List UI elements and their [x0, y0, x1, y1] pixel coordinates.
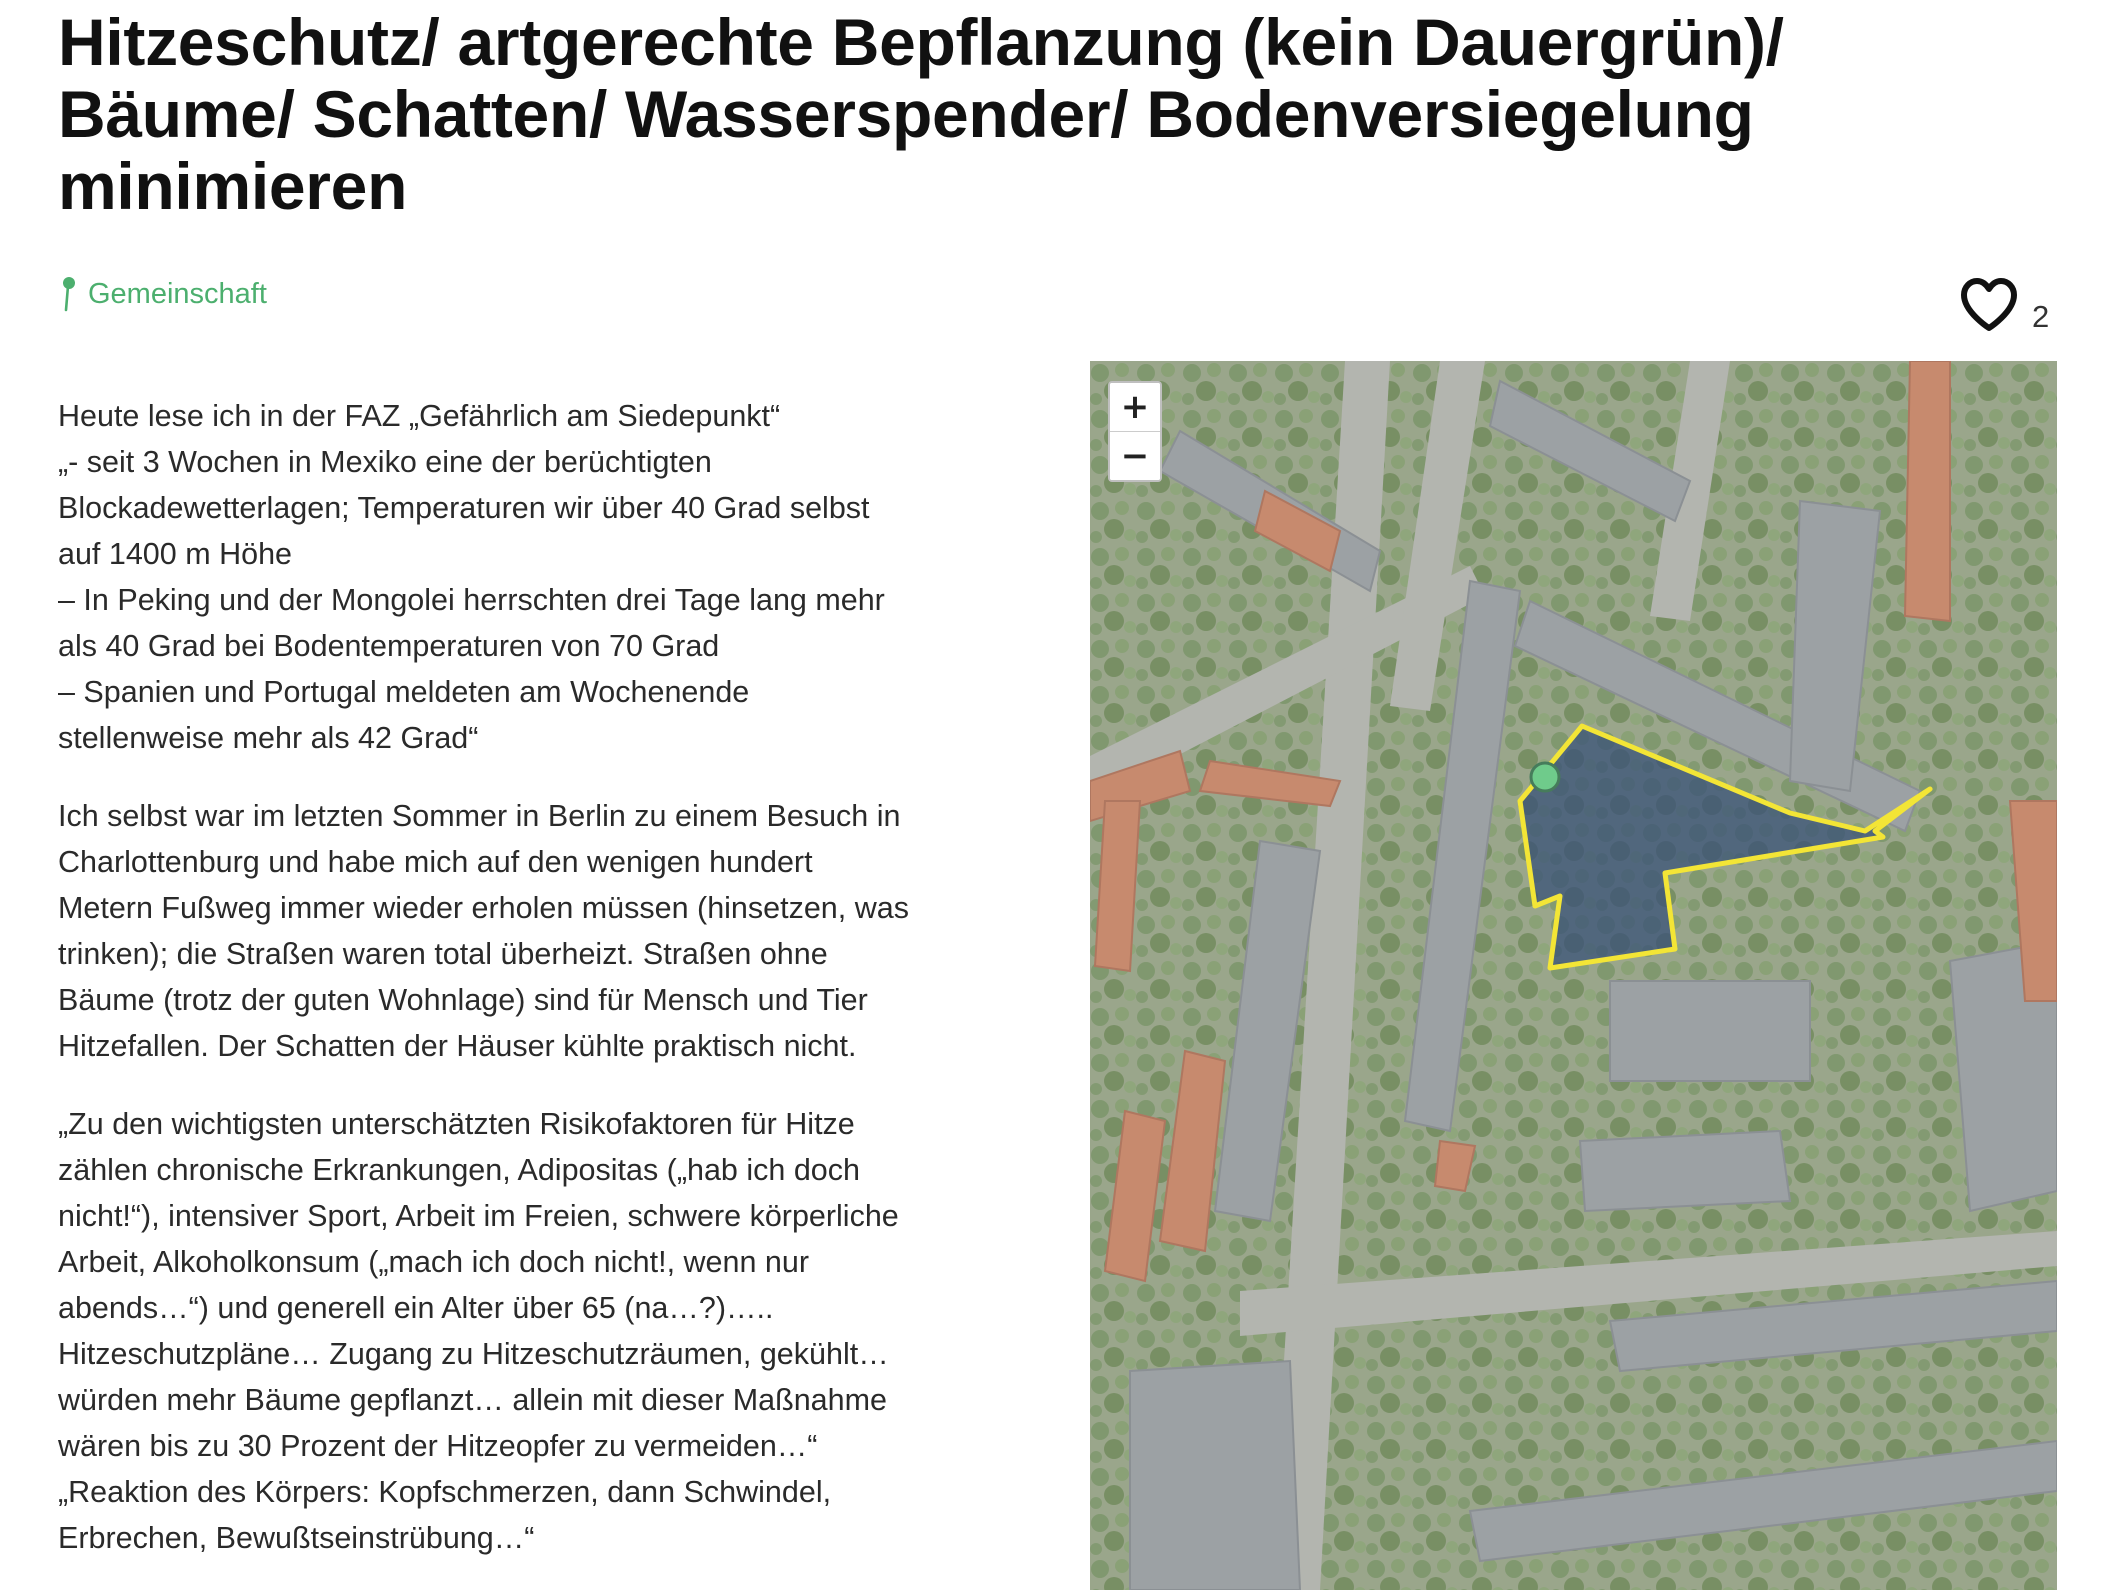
article-line: Metern Fußweg immer wieder erholen müssen (hinsetzen, was — [58, 891, 909, 925]
article-line: Heute lese ich in der FAZ „Gefährlich am Siedepunkt“ — [58, 399, 781, 433]
article-line: Ich selbst war im letzten Sommer in Berlin zu einem Besuch in — [58, 799, 901, 833]
heart-icon[interactable] — [1960, 278, 2018, 332]
article-line: würden mehr Bäume gepflanzt… allein mit dieser Maßnahme — [58, 1383, 887, 1417]
article-line: auf 1400 m Höhe — [58, 537, 292, 571]
article-line: trinken); die Straßen waren total überheizt. Straßen ohne — [58, 937, 828, 971]
article-line: – Spanien und Portugal meldeten am Wochenende — [58, 675, 750, 709]
article-paragraph — [58, 793, 1038, 1069]
article-line: – In Peking und der Mongolei herrschten drei Tage lang mehr — [58, 583, 885, 617]
article-line: Erbrechen, Bewußtseinstrübung…“ — [58, 1521, 535, 1555]
zoom-in-button[interactable]: + — [1110, 383, 1160, 431]
article-line: Blockadewetterlagen; Temperaturen wir über 40 Grad selbst — [58, 491, 870, 525]
article-line: Arbeit, Alkoholkonsum („mach ich doch nicht!, wenn nur — [58, 1245, 810, 1279]
page-title: Hitzeschutz/ artgerechte Bepflanzung (kein Dauergrün)/ Bäume/ Schatten/ Wasserspender/ Bodenversiegelung minimieren — [58, 5, 1784, 223]
article-line: „Reaktion des Körpers: Kopfschmerzen, dann Schwindel, — [58, 1475, 832, 1509]
article-line: Charlottenburg und habe mich auf den wenigen hundert — [58, 845, 813, 879]
article-body — [58, 393, 1038, 1593]
article-line: zählen chronische Erkrankungen, Adipositas („hab ich doch — [58, 1153, 860, 1187]
zoom-controls — [1108, 381, 1162, 482]
article-line: abends…“) und generell ein Alter über 65 (na…?)….. — [58, 1291, 774, 1325]
article-line: Hitzeschutzpläne… Zugang zu Hitzeschutzräumen, gekühlt… — [58, 1337, 889, 1371]
like-count: 2 — [2032, 299, 2050, 334]
article-line: nicht!“), intensiver Sport, Arbeit im Freien, schwere körperliche — [58, 1199, 899, 1233]
article-line: Hitzefallen. Der Schatten der Häuser kühlte praktisch nicht. — [58, 1029, 857, 1063]
aerial-map-image[interactable] — [1090, 361, 2057, 1590]
article-paragraph — [58, 1101, 1038, 1561]
article-paragraph — [58, 393, 1038, 761]
category-label: Gemeinschaft — [88, 277, 267, 310]
article-line: Bäume (trotz der guten Wohnlage) sind für Mensch und Tier — [58, 983, 868, 1017]
article-line: als 40 Grad bei Bodentemperaturen von 70 Grad — [58, 629, 720, 663]
article-line: „- seit 3 Wochen in Mexiko eine der berüchtigten — [58, 445, 712, 479]
article-line: „Zu den wichtigsten unterschätzten Risikofaktoren für Hitze — [58, 1107, 855, 1141]
category-tag[interactable] — [62, 276, 267, 312]
article-line: stellenweise mehr als 42 Grad“ — [58, 721, 479, 755]
pin-icon — [62, 276, 76, 312]
like-button[interactable] — [1960, 278, 2049, 332]
aerial-map[interactable] — [1090, 361, 2057, 1590]
zoom-out-button[interactable]: − — [1110, 431, 1160, 480]
article-line: wären bis zu 30 Prozent der Hitzeopfer zu vermeiden…“ — [58, 1429, 818, 1463]
